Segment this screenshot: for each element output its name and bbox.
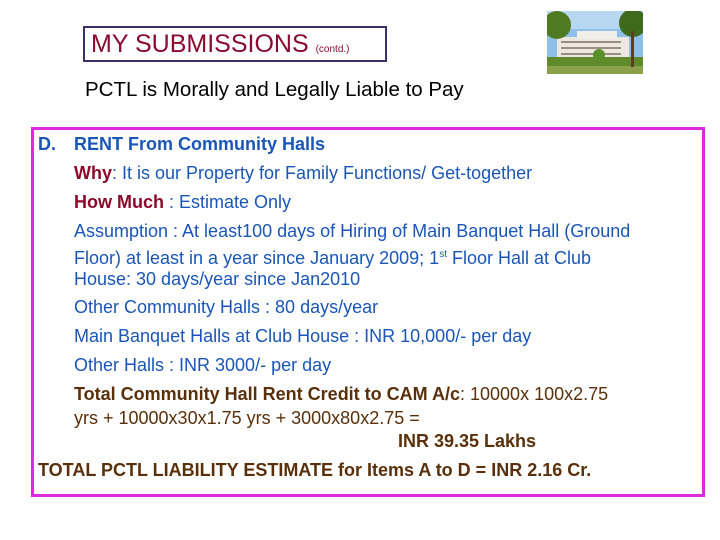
assumption-line-1: Assumption : At least100 days of Hiring of Main Banquet Hall (Ground	[74, 221, 631, 241]
title-text: MY SUBMISSIONS	[91, 30, 309, 58]
total-formula: : 10000x 100x2.75	[460, 384, 609, 404]
why-label: Why	[74, 163, 112, 183]
why-text: : It is our Property for Family Functions/ Get-together	[112, 163, 533, 183]
main-banquet-rate: Main Banquet Halls at Club House : INR 10,000/- per day	[74, 326, 532, 346]
slide-title	[91, 30, 350, 59]
apartment-buildings-photo	[547, 11, 643, 74]
total-label: Total Community Hall Rent Credit to CAM A/c	[74, 384, 461, 404]
section-heading: RENT From Community Halls	[74, 134, 326, 154]
how-much-label: How Much	[74, 192, 164, 212]
assumption-text: Floor Hall at Club	[446, 248, 592, 268]
grand-total: TOTAL PCTL LIABILITY ESTIMATE for Items A to D = INR 2.16 Cr.	[38, 460, 592, 480]
other-halls-rate: Other Halls : INR 3000/- per day	[74, 355, 332, 375]
total-line-2: yrs + 10000x30x1.75 yrs + 3000x80x2.75 =	[74, 408, 420, 428]
title-suffix: (contd.)	[315, 44, 350, 55]
total-result: INR 39.35 Lakhs	[398, 431, 537, 451]
ordinal-suffix: st	[439, 249, 447, 260]
slide-subtitle: PCTL is Morally and Legally Liable to Pay	[85, 78, 464, 101]
assumption-text: Floor) at least in a year since January 2009; 1	[74, 248, 440, 268]
how-much-text: : Estimate Only	[164, 192, 292, 212]
total-line-1	[74, 383, 608, 405]
assumption-line-3: House: 30 days/year since Jan2010	[74, 269, 361, 289]
how-much-line	[74, 191, 291, 213]
assumption-line-2	[74, 244, 591, 269]
other-halls-days: Other Community Halls : 80 days/year	[74, 297, 379, 317]
title-box	[83, 26, 387, 62]
why-line	[74, 162, 532, 184]
section-marker: D.	[38, 134, 56, 154]
